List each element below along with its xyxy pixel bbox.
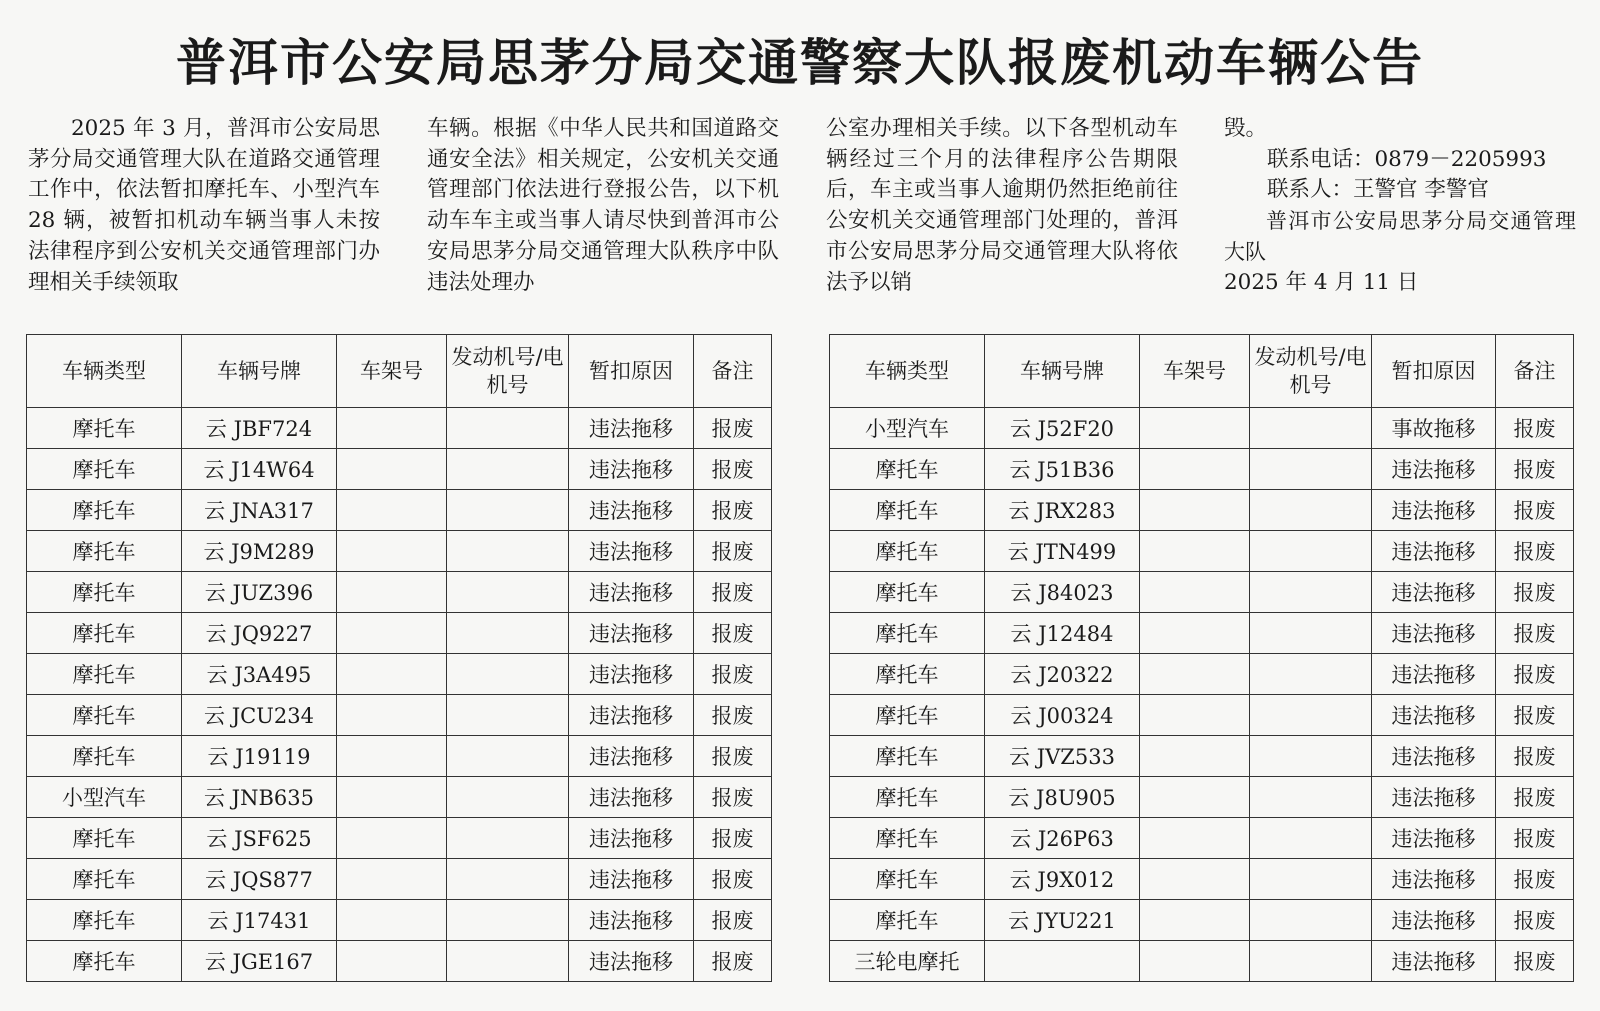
cell-frame-number: [1140, 449, 1250, 490]
cell-plate-number: 云 J52F20: [985, 408, 1140, 449]
table-row: [830, 449, 1574, 490]
cell-engine-number: [447, 818, 569, 859]
cell-plate-number: 云 J12484: [985, 613, 1140, 654]
cell-plate-number: 云 JNA317: [182, 490, 337, 531]
cell-plate-number: 云 JTN499: [985, 531, 1140, 572]
cell-engine-number: [447, 490, 569, 531]
cell-detain-reason: 违法拖移: [569, 777, 694, 818]
cell-remark: 报废: [1496, 449, 1574, 490]
cell-detain-reason: 违法拖移: [569, 490, 694, 531]
cell-remark: 报废: [1496, 695, 1574, 736]
cell-plate-number: 云 J84023: [985, 572, 1140, 613]
cell-frame-number: [337, 736, 447, 777]
cell-vehicle-type: 小型汽车: [830, 408, 985, 449]
cell-remark: 报废: [694, 613, 772, 654]
table-header-row: [830, 335, 1574, 408]
cell-plate-number: 云 J14W64: [182, 449, 337, 490]
cell-engine-number: [447, 900, 569, 941]
cell-engine-number: [1250, 818, 1372, 859]
cell-plate-number: 云 J3A495: [182, 654, 337, 695]
cell-remark: 报废: [1496, 572, 1574, 613]
issue-date: 2025 年 4 月 11 日: [1224, 269, 1419, 295]
cell-detain-reason: 违法拖移: [569, 818, 694, 859]
cell-frame-number: [337, 695, 447, 736]
header-detain-reason: 暂扣原因: [1372, 335, 1496, 408]
cell-remark: 报废: [694, 941, 772, 982]
cell-frame-number: [1140, 941, 1250, 982]
cell-vehicle-type: 摩托车: [27, 859, 182, 900]
cell-plate-number: 云 J17431: [182, 900, 337, 941]
cell-vehicle-type: 摩托车: [830, 490, 985, 531]
table-header-row: [27, 335, 772, 408]
cell-frame-number: [337, 654, 447, 695]
cell-detain-reason: 违法拖移: [569, 859, 694, 900]
cell-vehicle-type: 摩托车: [27, 531, 182, 572]
cell-engine-number: [1250, 859, 1372, 900]
cell-detain-reason: 违法拖移: [1372, 613, 1496, 654]
table-row: [830, 490, 1574, 531]
cell-vehicle-type: 摩托车: [27, 900, 182, 941]
body-column-3: [826, 114, 1178, 298]
cell-remark: 报废: [694, 572, 772, 613]
cell-frame-number: [1140, 695, 1250, 736]
cell-vehicle-type: 摩托车: [830, 613, 985, 654]
cell-detain-reason: 事故拖移: [1372, 408, 1496, 449]
cell-vehicle-type: 摩托车: [27, 408, 182, 449]
cell-frame-number: [337, 941, 447, 982]
cell-remark: 报废: [1496, 777, 1574, 818]
cell-vehicle-type: 摩托车: [27, 613, 182, 654]
cell-engine-number: [1250, 449, 1372, 490]
table-row: [27, 531, 772, 572]
cell-engine-number: [447, 408, 569, 449]
header-plate-number: 车辆号牌: [182, 335, 337, 408]
cell-plate-number: 云 JNB635: [182, 777, 337, 818]
cell-detain-reason: 违法拖移: [569, 531, 694, 572]
cell-vehicle-type: 三轮电摩托: [830, 941, 985, 982]
cell-engine-number: [447, 941, 569, 982]
header-detain-reason: 暂扣原因: [569, 335, 694, 408]
cell-engine-number: [1250, 941, 1372, 982]
cell-engine-number: [447, 531, 569, 572]
cell-engine-number: [447, 695, 569, 736]
cell-remark: 报废: [1496, 736, 1574, 777]
cell-remark: 报废: [1496, 654, 1574, 695]
cell-plate-number: 云 JUZ396: [182, 572, 337, 613]
table-row: [27, 654, 772, 695]
cell-engine-number: [1250, 736, 1372, 777]
cell-detain-reason: 违法拖移: [1372, 818, 1496, 859]
header-engine-number: 发动机号/电机号: [447, 335, 569, 408]
cell-remark: 报废: [1496, 613, 1574, 654]
cell-vehicle-type: 摩托车: [830, 695, 985, 736]
cell-engine-number: [1250, 408, 1372, 449]
cell-plate-number: 云 JQ9227: [182, 613, 337, 654]
cell-plate-number: 云 J51B36: [985, 449, 1140, 490]
body-paragraph-part-1: 2025 年 3 月，普洱市公安局思茅分局交通管理大队在道路交通管理工作中，依法暂扣摩托车、小型汽车 28 辆，被暂扣机动车辆当事人未按法律程序到公安机关交通管理部门办理相关手续领取: [28, 116, 380, 295]
cell-plate-number: 云 JBF724: [182, 408, 337, 449]
table-row: [830, 654, 1574, 695]
cell-detain-reason: 违法拖移: [1372, 777, 1496, 818]
cell-frame-number: [337, 572, 447, 613]
table-row: [27, 900, 772, 941]
cell-frame-number: [337, 531, 447, 572]
cell-plate-number: 云 JCU234: [182, 695, 337, 736]
header-frame-number: 车架号: [337, 335, 447, 408]
table-row: [830, 777, 1574, 818]
cell-frame-number: [1140, 859, 1250, 900]
cell-frame-number: [337, 777, 447, 818]
cell-remark: 报废: [694, 490, 772, 531]
contact-phone: 联系电话：0879－2205993: [1267, 146, 1547, 172]
cell-detain-reason: 违法拖移: [569, 408, 694, 449]
vehicle-table-left: [26, 334, 772, 982]
table-row: [27, 941, 772, 982]
table-body: [830, 408, 1574, 982]
cell-frame-number: [1140, 654, 1250, 695]
cell-vehicle-type: 摩托车: [27, 572, 182, 613]
cell-frame-number: [1140, 531, 1250, 572]
cell-plate-number: 云 JYU221: [985, 900, 1140, 941]
cell-detain-reason: 违法拖移: [569, 654, 694, 695]
header-engine-number: 发动机号/电机号: [1250, 335, 1372, 408]
cell-remark: 报废: [694, 408, 772, 449]
cell-detain-reason: 违法拖移: [569, 900, 694, 941]
cell-detain-reason: 违法拖移: [1372, 449, 1496, 490]
cell-vehicle-type: 摩托车: [27, 654, 182, 695]
cell-detain-reason: 违法拖移: [1372, 859, 1496, 900]
cell-engine-number: [447, 777, 569, 818]
table-row: [830, 818, 1574, 859]
table-row: [830, 859, 1574, 900]
body-paragraph-part-4: 毁。: [1224, 116, 1268, 141]
cell-remark: 报废: [694, 900, 772, 941]
table-row: [27, 777, 772, 818]
cell-engine-number: [1250, 572, 1372, 613]
table-row: [830, 695, 1574, 736]
body-paragraph-part-2: 车辆。根据《中华人民共和国道路交通安全法》相关规定，公安机关交通管理部门依法进行登报公告，以下机动车车主或当事人请尽快到普洱市公安局思茅分局交通管理大队秩序中队违法处理办: [427, 116, 779, 295]
table-row: [27, 818, 772, 859]
cell-detain-reason: 违法拖移: [1372, 531, 1496, 572]
table-row: [27, 490, 772, 531]
cell-vehicle-type: 摩托车: [830, 572, 985, 613]
cell-engine-number: [1250, 777, 1372, 818]
cell-frame-number: [337, 818, 447, 859]
table-row: [27, 695, 772, 736]
cell-engine-number: [1250, 531, 1372, 572]
cell-vehicle-type: 摩托车: [27, 449, 182, 490]
table-row: [27, 613, 772, 654]
cell-plate-number: 云 J9M289: [182, 531, 337, 572]
cell-vehicle-type: 摩托车: [830, 900, 985, 941]
cell-detain-reason: 违法拖移: [569, 695, 694, 736]
cell-vehicle-type: 摩托车: [830, 859, 985, 900]
cell-frame-number: [337, 490, 447, 531]
vehicle-table-right: [829, 334, 1574, 982]
cell-frame-number: [1140, 777, 1250, 818]
table-row: [27, 736, 772, 777]
cell-detain-reason: 违法拖移: [1372, 900, 1496, 941]
header-plate-number: 车辆号牌: [985, 335, 1140, 408]
cell-engine-number: [1250, 613, 1372, 654]
cell-remark: 报废: [694, 777, 772, 818]
cell-detain-reason: 违法拖移: [569, 449, 694, 490]
cell-engine-number: [1250, 654, 1372, 695]
cell-detain-reason: 违法拖移: [1372, 490, 1496, 531]
cell-frame-number: [337, 449, 447, 490]
cell-remark: 报废: [694, 531, 772, 572]
cell-plate-number: 云 JGE167: [182, 941, 337, 982]
cell-remark: 报废: [1496, 941, 1574, 982]
cell-engine-number: [447, 613, 569, 654]
cell-frame-number: [1140, 736, 1250, 777]
cell-vehicle-type: 摩托车: [830, 449, 985, 490]
cell-plate-number: 云 JRX283: [985, 490, 1140, 531]
cell-detain-reason: 违法拖移: [1372, 941, 1496, 982]
cell-plate-number: 云 JQS877: [182, 859, 337, 900]
cell-detain-reason: 违法拖移: [569, 613, 694, 654]
cell-vehicle-type: 摩托车: [830, 818, 985, 859]
cell-detain-reason: 违法拖移: [1372, 695, 1496, 736]
body-column-1: [28, 114, 380, 298]
cell-engine-number: [1250, 695, 1372, 736]
cell-vehicle-type: 小型汽车: [27, 777, 182, 818]
body-column-2: [427, 114, 779, 298]
cell-detain-reason: 违法拖移: [1372, 736, 1496, 777]
cell-remark: 报废: [1496, 408, 1574, 449]
cell-engine-number: [447, 449, 569, 490]
header-vehicle-type: 车辆类型: [27, 335, 182, 408]
cell-remark: 报废: [694, 859, 772, 900]
cell-engine-number: [1250, 900, 1372, 941]
cell-remark: 报废: [1496, 490, 1574, 531]
cell-remark: 报废: [1496, 859, 1574, 900]
cell-plate-number: 云 J9X012: [985, 859, 1140, 900]
cell-remark: 报废: [1496, 818, 1574, 859]
cell-engine-number: [1250, 490, 1372, 531]
cell-vehicle-type: 摩托车: [830, 736, 985, 777]
cell-frame-number: [1140, 490, 1250, 531]
cell-engine-number: [447, 654, 569, 695]
cell-detain-reason: 违法拖移: [1372, 572, 1496, 613]
cell-frame-number: [1140, 613, 1250, 654]
cell-frame-number: [337, 859, 447, 900]
table-row: [830, 613, 1574, 654]
cell-remark: 报废: [694, 818, 772, 859]
table-row: [27, 408, 772, 449]
cell-frame-number: [1140, 818, 1250, 859]
table-row: [830, 736, 1574, 777]
body-paragraph-part-3: 公室办理相关手续。以下各型机动车辆经过三个月的法律程序公告期限后，车主或当事人逾期仍然拒绝前往公安机关交通管理部门处理的，普洱市公安局思茅分局交通管理大队将依法予以销: [826, 116, 1178, 295]
header-frame-number: 车架号: [1140, 335, 1250, 408]
cell-plate-number: 云 JSF625: [182, 818, 337, 859]
cell-engine-number: [447, 736, 569, 777]
cell-plate-number: 云 J8U905: [985, 777, 1140, 818]
cell-detain-reason: 违法拖移: [569, 736, 694, 777]
cell-vehicle-type: 摩托车: [830, 654, 985, 695]
cell-vehicle-type: 摩托车: [830, 531, 985, 572]
cell-remark: 报废: [1496, 531, 1574, 572]
cell-remark: 报废: [1496, 900, 1574, 941]
cell-remark: 报废: [694, 736, 772, 777]
cell-remark: 报废: [694, 695, 772, 736]
cell-detain-reason: 违法拖移: [569, 572, 694, 613]
table-row: [830, 531, 1574, 572]
cell-plate-number: [985, 941, 1140, 982]
cell-plate-number: 云 J00324: [985, 695, 1140, 736]
cell-detain-reason: 违法拖移: [569, 941, 694, 982]
cell-remark: 报废: [694, 449, 772, 490]
header-vehicle-type: 车辆类型: [830, 335, 985, 408]
table-row: [830, 900, 1574, 941]
cell-frame-number: [337, 613, 447, 654]
cell-frame-number: [1140, 408, 1250, 449]
table-row: [830, 941, 1574, 982]
cell-frame-number: [337, 408, 447, 449]
table-row: [830, 408, 1574, 449]
cell-plate-number: 云 J20322: [985, 654, 1140, 695]
cell-detain-reason: 违法拖移: [1372, 654, 1496, 695]
cell-engine-number: [447, 572, 569, 613]
cell-vehicle-type: 摩托车: [27, 736, 182, 777]
cell-vehicle-type: 摩托车: [27, 941, 182, 982]
table-row: [27, 449, 772, 490]
header-remark: 备注: [694, 335, 772, 408]
cell-vehicle-type: 摩托车: [830, 777, 985, 818]
table-row: [27, 572, 772, 613]
cell-engine-number: [447, 859, 569, 900]
cell-remark: 报废: [694, 654, 772, 695]
table-row: [830, 572, 1574, 613]
cell-vehicle-type: 摩托车: [27, 695, 182, 736]
header-remark: 备注: [1496, 335, 1574, 408]
body-column-4: [1224, 114, 1576, 298]
cell-plate-number: 云 J19119: [182, 736, 337, 777]
cell-frame-number: [1140, 572, 1250, 613]
table-body: [27, 408, 772, 982]
table-row: [27, 859, 772, 900]
cell-frame-number: [1140, 900, 1250, 941]
cell-plate-number: 云 J26P63: [985, 818, 1140, 859]
contact-person: 联系人：王警官 李警官: [1267, 177, 1489, 203]
issuing-organization: 普洱市公安局思茅分局交通管理大队: [1224, 209, 1576, 264]
cell-frame-number: [337, 900, 447, 941]
cell-vehicle-type: 摩托车: [27, 490, 182, 531]
cell-plate-number: 云 JVZ533: [985, 736, 1140, 777]
cell-vehicle-type: 摩托车: [27, 818, 182, 859]
notice-title: 普洱市公安局思茅分局交通警察大队报废机动车辆公告: [176, 34, 1424, 92]
